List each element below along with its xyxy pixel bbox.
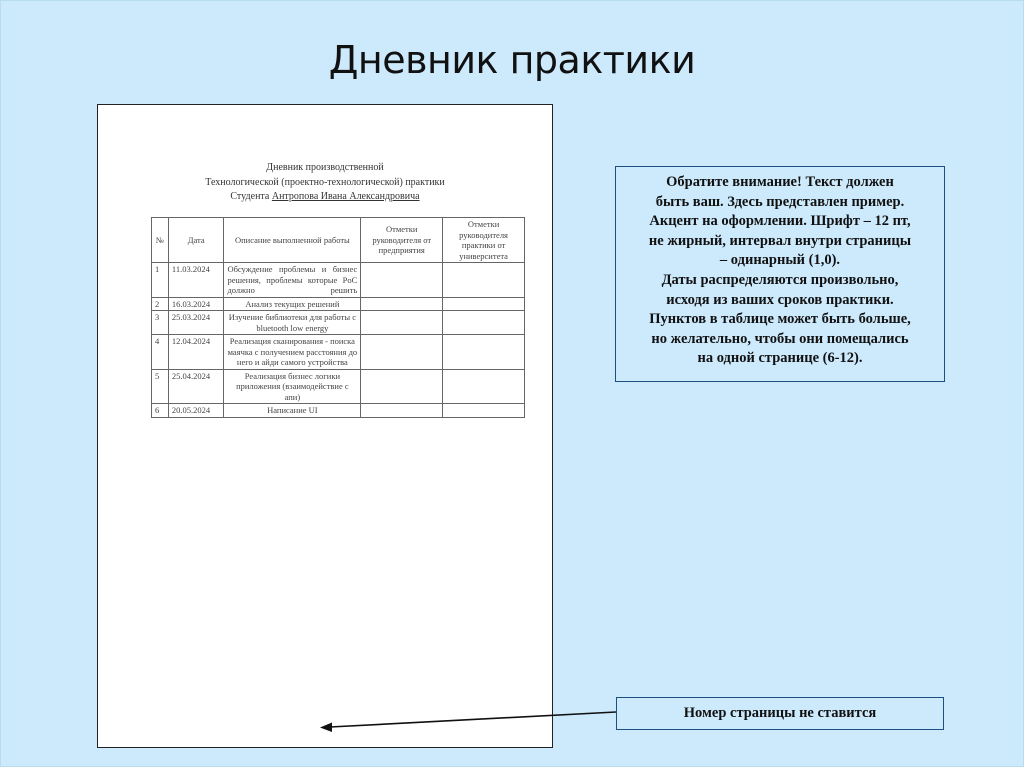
row-company-mark bbox=[361, 297, 443, 311]
table-row bbox=[152, 335, 525, 370]
row-date: 25.03.2024 bbox=[168, 311, 224, 335]
student-name: Антропова Ивана Александровича bbox=[271, 191, 420, 202]
header-date: Дата bbox=[168, 218, 224, 263]
student-label: Студента bbox=[230, 191, 272, 202]
row-num: 4 bbox=[152, 335, 169, 370]
table-row bbox=[152, 369, 525, 404]
row-description: Реализация сканирования - поиска маячка с получением расстояния до него и айди самого устройства bbox=[224, 335, 361, 370]
table-header-row bbox=[152, 218, 525, 263]
note-line: Даты распределяются произвольно, bbox=[661, 271, 899, 288]
row-num: 2 bbox=[152, 297, 169, 311]
row-university-mark bbox=[443, 311, 525, 335]
note-line: Обратите внимание! Текст должен bbox=[666, 174, 894, 190]
note-line: Акцент на оформлении. Шрифт – 12 пт, bbox=[649, 213, 911, 230]
attention-note-box bbox=[615, 166, 945, 382]
note-line: исходя из ваших сроков практики. bbox=[666, 291, 894, 308]
row-company-mark bbox=[361, 311, 443, 335]
document-heading bbox=[98, 161, 552, 205]
row-university-mark bbox=[443, 263, 525, 298]
row-date: 25.04.2024 bbox=[168, 369, 224, 404]
row-date: 20.05.2024 bbox=[168, 404, 224, 418]
diary-table bbox=[151, 217, 525, 418]
note-line: быть ваш. Здесь представлен пример. bbox=[655, 193, 905, 210]
note-line: на одной странице (6-12). bbox=[697, 350, 863, 367]
table-row bbox=[152, 311, 525, 335]
table-row bbox=[152, 404, 525, 418]
header-company-mark: Отметки руководителя от предприятия bbox=[361, 218, 443, 263]
row-description: Изучение библиотеки для работы с bluetooth low energy bbox=[224, 311, 361, 335]
row-company-mark bbox=[361, 263, 443, 298]
slide-title: Дневник практики bbox=[328, 38, 696, 82]
note-line: не жирный, интервал внутри страницы bbox=[648, 232, 912, 249]
table-row bbox=[152, 297, 525, 311]
page-number-note-text: Номер страницы не ставится bbox=[683, 705, 877, 721]
row-description: Написание UI bbox=[224, 404, 361, 418]
header-description: Описание выполненной работы bbox=[224, 218, 361, 263]
header-num: № bbox=[152, 218, 169, 263]
page-number-note-box bbox=[616, 697, 944, 730]
row-description: Реализация бизнес логики приложения (взаимодействие с апи) bbox=[224, 369, 361, 404]
row-description: Анализ текущих решений bbox=[224, 297, 361, 311]
row-university-mark bbox=[443, 335, 525, 370]
row-date: 12.04.2024 bbox=[168, 335, 224, 370]
row-university-mark bbox=[443, 404, 525, 418]
row-num: 5 bbox=[152, 369, 169, 404]
row-num: 6 bbox=[152, 404, 169, 418]
note-line: Пунктов в таблице может быть больше, bbox=[649, 311, 911, 328]
row-date: 11.03.2024 bbox=[168, 263, 224, 298]
row-description: Обсуждение проблемы и бизнес решения, проблемы которые PoC должно решить bbox=[224, 263, 361, 298]
note-line: но желательно, чтобы они помещались bbox=[651, 330, 909, 347]
document-page-preview bbox=[97, 104, 553, 748]
row-company-mark bbox=[361, 404, 443, 418]
row-date: 16.03.2024 bbox=[168, 297, 224, 311]
row-num: 3 bbox=[152, 311, 169, 335]
row-company-mark bbox=[361, 335, 443, 370]
heading-line-2: Технологической (проектно-технологической) практики bbox=[205, 176, 445, 188]
heading-line-3 bbox=[98, 190, 552, 205]
row-company-mark bbox=[361, 369, 443, 404]
row-num: 1 bbox=[152, 263, 169, 298]
table-row bbox=[152, 263, 525, 298]
note-line: – одинарный (1,0). bbox=[719, 252, 841, 269]
header-university-mark: Отметки руководителя практики от университета bbox=[443, 218, 525, 263]
heading-line-1: Дневник производственной bbox=[266, 162, 384, 173]
row-university-mark bbox=[443, 297, 525, 311]
row-university-mark bbox=[443, 369, 525, 404]
